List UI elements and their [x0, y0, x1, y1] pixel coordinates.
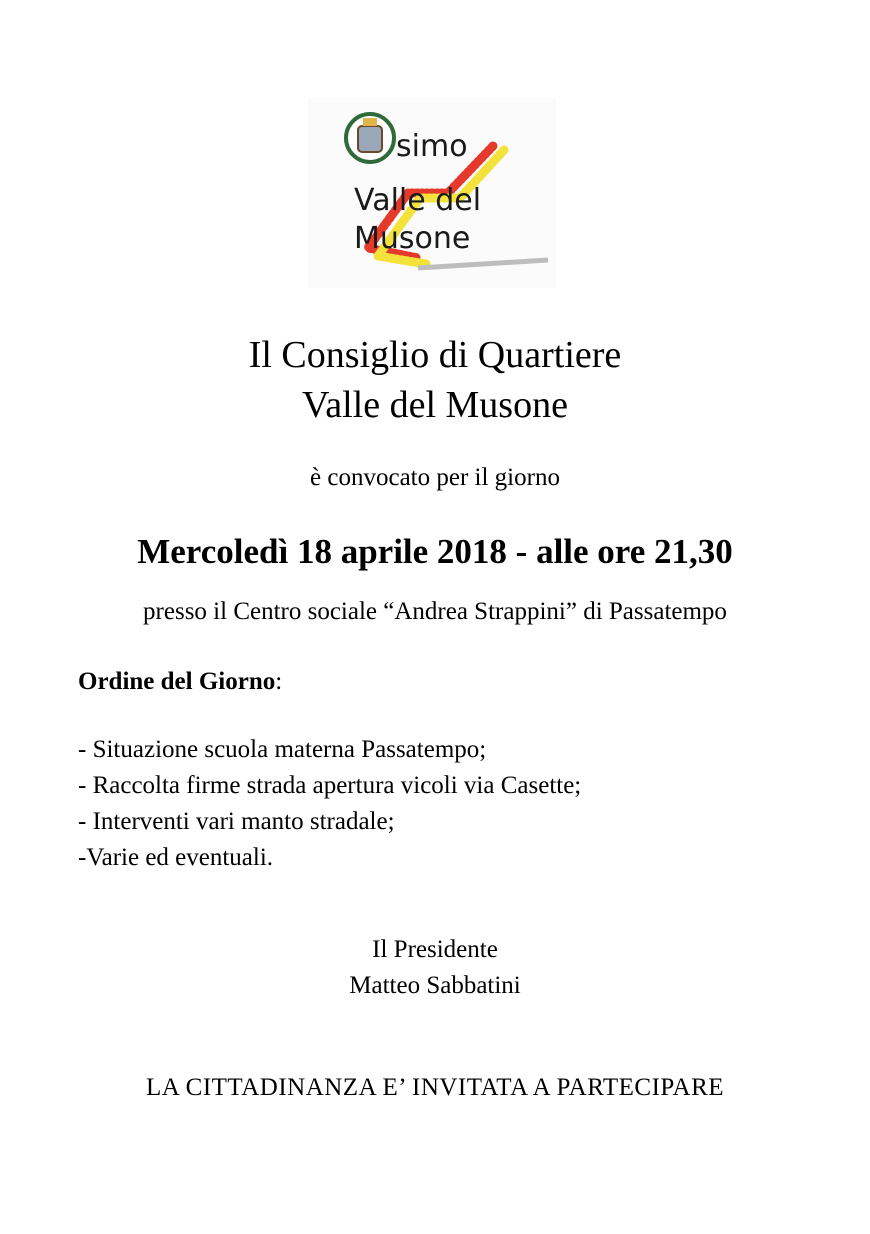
agenda-item: - Situazione scuola materna Passatempo; — [78, 736, 487, 763]
agenda-list — [78, 732, 581, 876]
signature-block — [0, 932, 870, 1004]
osimo-logo — [308, 98, 556, 288]
crest-icon — [346, 114, 394, 162]
agenda-heading — [78, 664, 282, 700]
signature-role: Il Presidente — [372, 936, 498, 963]
invitation-text: LA CITTADINANZA E’ INVITATA A PARTECIPARE — [145, 1074, 725, 1101]
agenda-item: -Varie ed eventuali. — [78, 844, 274, 871]
agenda-item: - Raccolta firme strada apertura vicoli via Casette; — [78, 772, 582, 799]
agenda-item: - Interventi vari manto stradale; — [78, 808, 395, 835]
agenda-suffix: : — [275, 668, 283, 695]
page-title — [0, 330, 870, 430]
logo-line-3: Musone — [354, 221, 471, 256]
meeting-date: Mercoledì 18 aprile 2018 - alle ore 21,30 — [137, 532, 733, 571]
logo-line-2: Valle del — [354, 183, 482, 218]
signature-name: Matteo Sabbatini — [349, 972, 521, 999]
title-line-1: Il Consiglio di Quartiere — [248, 334, 622, 376]
meeting-venue: presso il Centro sociale “Andrea Strappini” di Passatempo — [143, 598, 727, 625]
logo-word-top: simo — [396, 129, 468, 164]
osimo-logo-graphic — [308, 98, 556, 288]
convocation-text: è convocato per il giorno — [310, 464, 560, 491]
title-line-2: Valle del Musone — [302, 384, 568, 426]
agenda-label: Ordine del Giorno — [78, 668, 276, 695]
